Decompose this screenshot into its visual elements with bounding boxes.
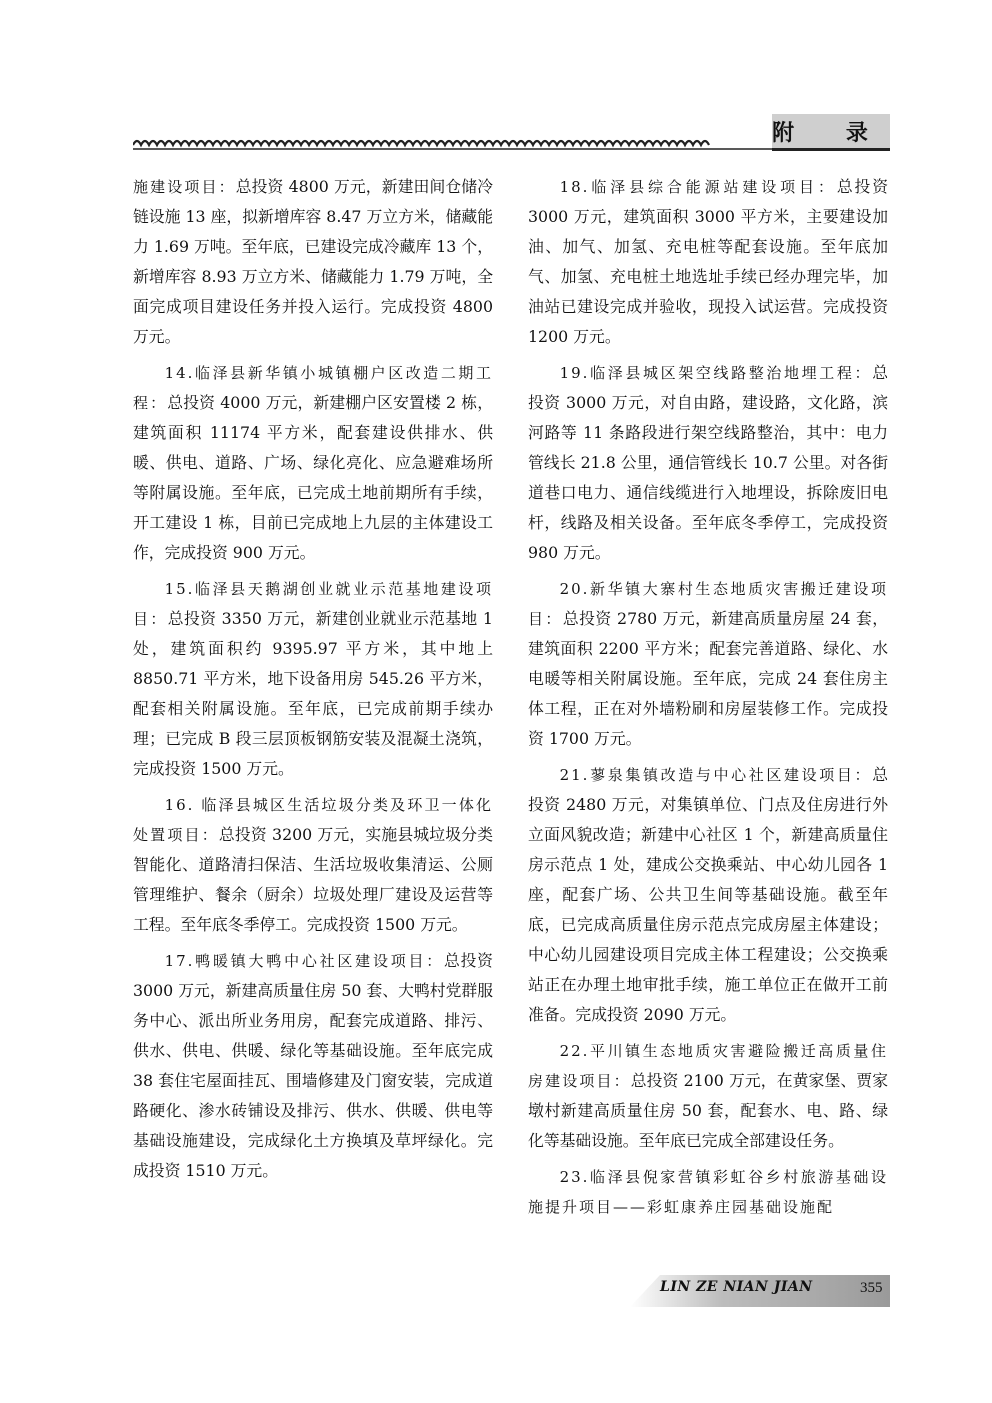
paragraph: [528, 574, 888, 754]
item-body: 总投资 4800 万元，新建田间仓储冷链设施 13 座，拟新增库容 8.47 万立方米，储藏能力 1.69 万吨。至年底，已建设完成冷藏库 13 个，新增库容 8.93 万立方米、储藏能力 1.79 万吨，全面完成项目建设任务并投入运行。完成投资 4800 万元。: [133, 177, 493, 346]
paragraph: [133, 946, 493, 1186]
item-heading: 16. 临泽县城区生活垃圾分类及环卫一体化处置项目：: [133, 796, 493, 844]
page-number: 355: [860, 1280, 883, 1296]
item-heading: 22.平川镇生态地质灾害避险搬迁高质量住房建设项目：: [528, 1042, 888, 1090]
item-heading: 17.鸭暖镇大鸭中心社区建设项目：: [164, 952, 445, 970]
right-column: [528, 172, 888, 1228]
paragraph: [528, 1036, 888, 1156]
item-body: 总投资 3350 万元，新建创业就业示范基地 1 处，建筑面积约 9395.97 平方米，其中地上 8850.71 平方米，地下设备用房 545.26 平方米，配套相关附属设施。至年底，已完成前期手续办理；已完成 B 段三层顶板钢筋安装及混凝土浇筑，完成投资 1500 万元。: [133, 609, 493, 778]
item-heading: 14.临泽县新华镇小城镇棚户区改造二期工程：: [133, 364, 493, 412]
section-title: 附 录: [772, 121, 890, 146]
paragraph: [528, 172, 888, 352]
header-wave-divider: [133, 131, 773, 153]
item-heading: 19.临泽县城区架空线路整治地埋工程：: [559, 364, 873, 382]
item-body: 总投资 3200 万元，实施县城垃圾分类智能化、道路清扫保洁、生活垃圾收集清运、公厕管理维护、餐余（厨余）垃圾处理厂建设及运营等工程。至年底冬季停工。完成投资 1500 万元。: [133, 825, 493, 934]
item-body: 总投资 3000 万元，建筑面积 3000 平方米，主要建设加油、加气、加氢、充电桩等配套设施。至年底加气、加氢、充电桩土地选址手续已经办理完毕，加油站已建设完成并验收，现投入试运营。完成投资 1200 万元。: [528, 177, 888, 346]
item-heading: 施建设项目：: [133, 178, 236, 196]
paragraph: [528, 358, 888, 568]
left-column: [133, 172, 493, 1192]
paragraph: [133, 790, 493, 940]
item-heading: 23.临泽县倪家营镇彩虹谷乡村旅游基础设施提升项目——彩虹康养庄园基础设施配: [528, 1168, 888, 1216]
item-body: 总投资 3000 万元，新建高质量住房 50 套、大鸭村党群服务中心、派出所业务用房，配套完成道路、排污、供水、供电、供暖、绿化等基础设施。至年底完成 38 套住宅屋面挂瓦、围墙修建及门窗安装，完成道路硬化、渗水砖铺设及排污、供水、供暖、供电等基础设施建设，完成绿化土方换填及草坪绿化。完成投资 1510 万元。: [133, 951, 493, 1180]
paragraph: [133, 172, 493, 352]
journal-name: LIN ZE NIAN JIAN: [660, 1279, 813, 1295]
item-heading: 18.临泽县综合能源站建设项目：: [559, 178, 837, 196]
section-tab: [772, 114, 890, 151]
item-heading: 15.临泽县天鹅湖创业就业示范基地建设项目：: [133, 580, 493, 628]
paragraph: [528, 1162, 888, 1222]
item-body: 总投资 2480 万元，对集镇单位、门点及住房进行外立面风貌改造；新建中心社区 1 个，新建高质量住房示范点 1 处，建成公交换乘站、中心幼儿园各 1 座，配套广场、公共卫生间等基础设施。截至年底，已完成高质量住房示范点完成房屋主体建设；中心幼儿园建设项目完成主体工程建设；公交换乘站正在办理土地审批手续，施工单位正在做开工前准备。完成投资 2090 万元。: [528, 765, 888, 1024]
paragraph: [528, 760, 888, 1030]
item-body: 总投资 4000 万元，新建棚户区安置楼 2 栋，建筑面积 11174 平方米，配套建设供排水、供暖、供电、道路、广场、绿化亮化、应急避难场所等附属设施。至年底，已完成土地前期所有手续，开工建设 1 栋，目前已完成地上九层的主体建设工作，完成投资 900 万元。: [133, 393, 493, 562]
item-body: 总投资 2100 万元，在黄家堡、贾家墩村新建高质量住房 50 套，配套水、电、路、绿化等基础设施。至年底已完成全部建设任务。: [528, 1071, 888, 1150]
item-body: 总投资 3000 万元，对自由路，建设路，文化路，滨河路等 11 条路段进行架空线路整治，其中：电力管线长 21.8 公里，通信管线长 10.7 公里。对各街道巷口电力、通信线缆进行入地埋设，拆除废旧电杆，线路及相关设备。至年底冬季停工，完成投资 980 万元。: [528, 363, 888, 562]
item-body: 总投资 2780 万元，新建高质量房屋 24 套，建筑面积 2200 平方米；配套完善道路、绿化、水电暖等相关附属设施。至年底，完成 24 套住房主体工程，正在对外墙粉刷和房屋装修工作。完成投资 1700 万元。: [528, 609, 888, 748]
paragraph: [133, 574, 493, 784]
paragraph: [133, 358, 493, 568]
item-heading: 20.新华镇大寨村生态地质灾害搬迁建设项目：: [528, 580, 888, 628]
item-heading: 21.蓼泉集镇改造与中心社区建设项目：: [559, 766, 873, 784]
